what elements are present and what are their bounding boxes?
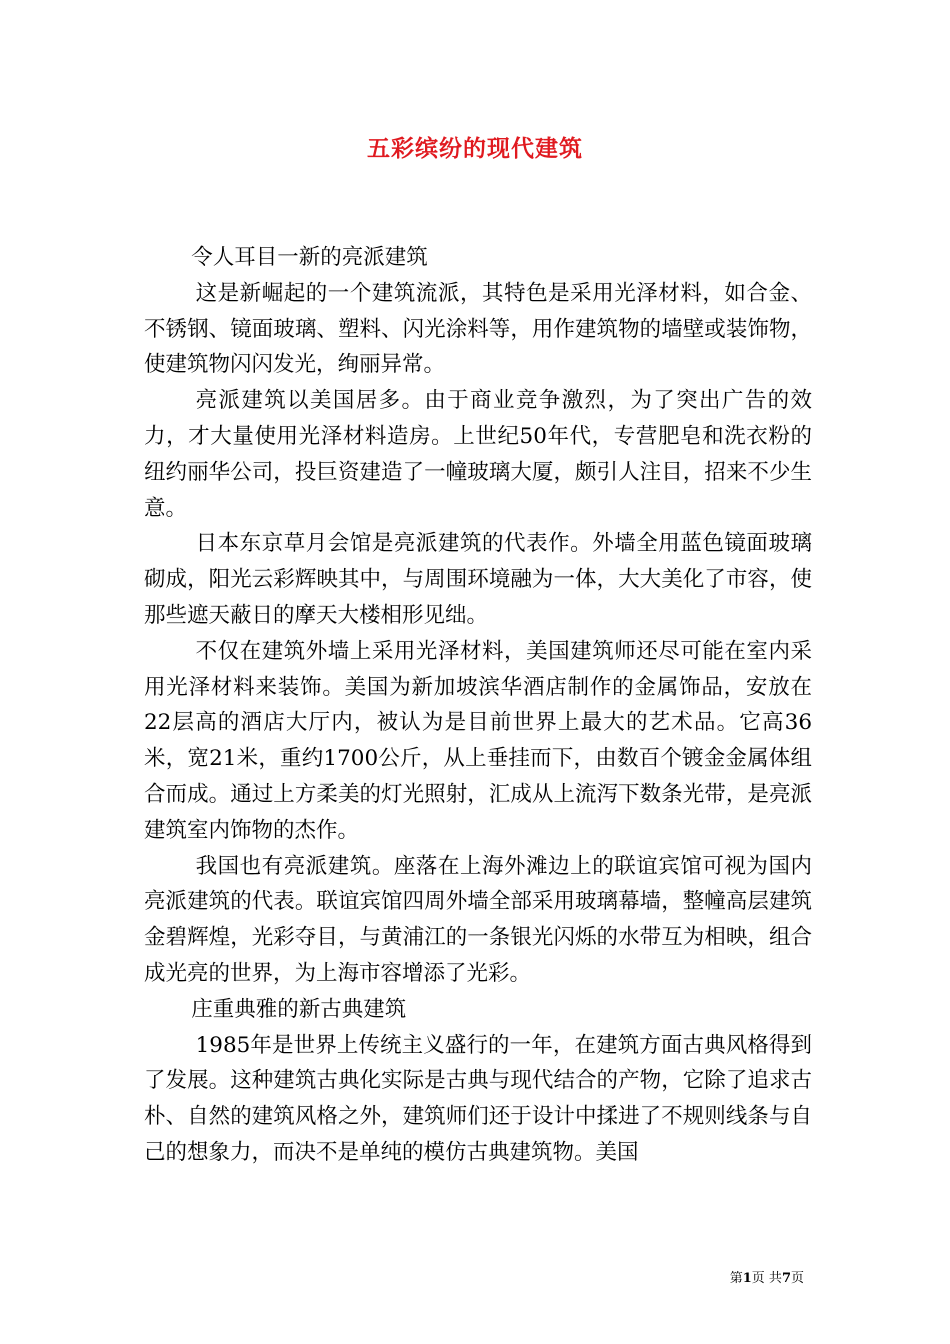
section-heading: 庄重典雅的新古典建筑 [191,996,407,1022]
document-body [144,240,812,1171]
paragraph: 1985年是世界上传统主义盛行的一年，在建筑方面古典风格得到了发展。这种建筑古典化实际是古典与现代结合的产物，它除了追求古朴、自然的建筑风格之外，建筑师们还于设计中揉进了不规则线条与自己的想象力，而决不是单纯的模仿古典建筑物。美国 [144,1032,812,1165]
current-page-number: 1 [742,1271,752,1286]
total-pages-number: 7 [781,1271,791,1286]
paragraph: 我国也有亮派建筑。座落在上海外滩边上的联谊宾馆可视为国内亮派建筑的代表。联谊宾馆四周外墙全部采用玻璃幕墙，整幢高层建筑金碧辉煌，光彩夺目，与黄浦江的一条银光闪烁的水带互为相映，组合成光亮的世界，为上海市容增添了光彩。 [144,853,812,986]
footer-prefix: 第 [729,1271,743,1286]
footer-suffix: 页 [790,1271,804,1286]
paragraph: 不仅在建筑外墙上采用光泽材料，美国建筑师还尽可能在室内采用光泽材料来装饰。美国为新加坡滨华酒店制作的金属饰品，安放在22层高的酒店大厅内，被认为是目前世界上最大的艺术品。它高36米，宽21米，重约1700公斤，从上垂挂而下，由数百个镀金金属体组合而成。通过上方柔美的灯光照射，汇成从上流泻下数条光带，是亮派建筑室内饰物的杰作。 [144,638,812,843]
footer-middle: 页 共 [751,1271,782,1286]
page-footer [730,1270,804,1288]
document-title: 五彩缤纷的现代建筑 [367,135,583,162]
paragraph: 亮派建筑以美国居多。由于商业竞争激烈，为了突出广告的效力，才大量使用光泽材料造房。上世纪50年代，专营肥皂和洗衣粉的纽约丽华公司，投巨资建造了一幢玻璃大厦，颇引人注目，招来不少生意。 [144,388,812,521]
section-heading: 令人耳目一新的亮派建筑 [191,245,428,270]
paragraph: 这是新崛起的一个建筑流派，其特色是采用光泽材料，如合金、不锈钢、镜面玻璃、塑料、闪光涂料等，用作建筑物的墙壁或装饰物，使建筑物闪闪发光，绚丽异常。 [144,280,812,378]
paragraph: 日本东京草月会馆是亮派建筑的代表作。外墙全用蓝色镜面玻璃砌成，阳光云彩辉映其中，与周围环境融为一体，大大美化了市容，使那些遮天蔽日的摩天大楼相形见绌。 [144,531,812,628]
